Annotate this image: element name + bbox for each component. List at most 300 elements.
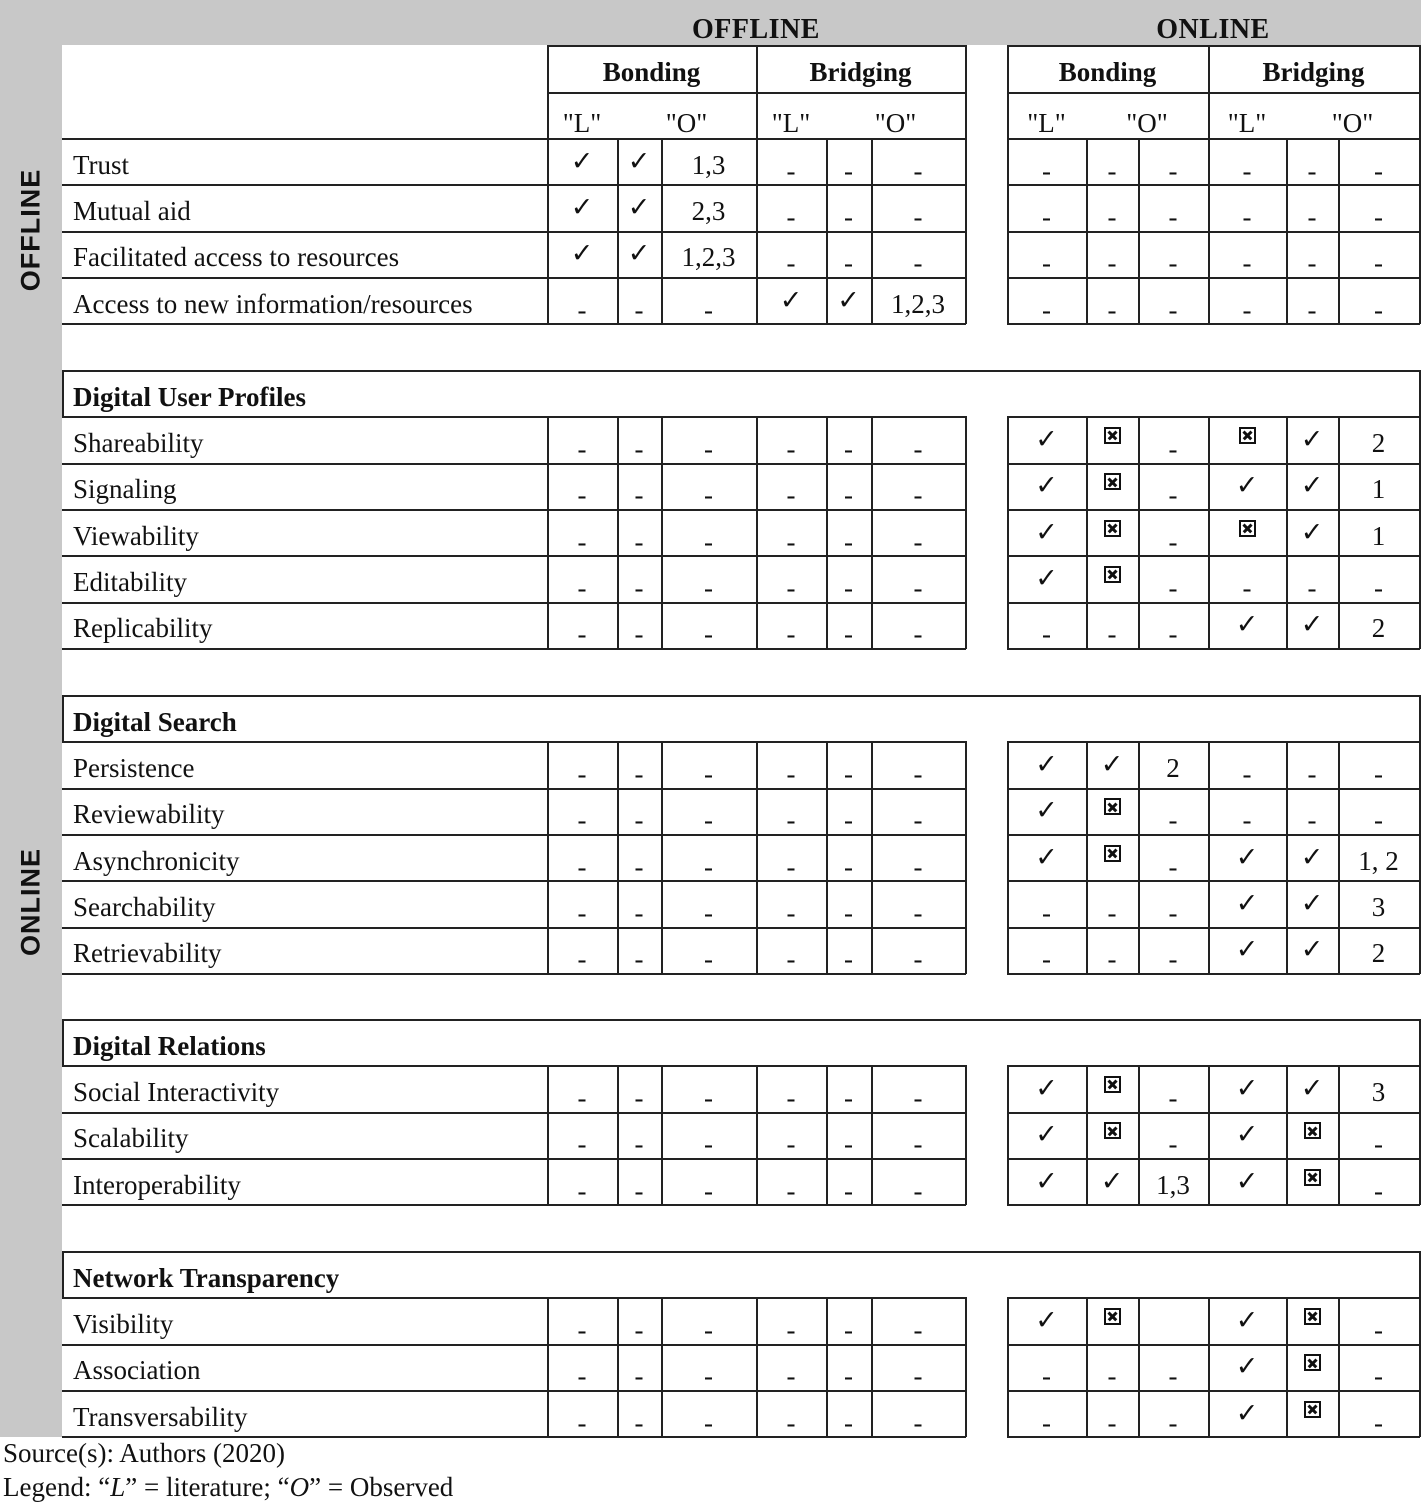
checkbox-cross-icon [1286, 1158, 1338, 1204]
table-cell: 1 [1371, 520, 1386, 551]
check-mark-icon: ✓ [1300, 470, 1324, 501]
cross-box-glyph [1104, 566, 1121, 583]
table-cell: - [577, 1314, 587, 1345]
table-cell: - [844, 480, 853, 511]
table-cell: - [844, 201, 853, 232]
col-header-o-2: "O" [1126, 107, 1168, 138]
table-cell: - [1107, 944, 1117, 975]
table-cell: - [704, 1175, 713, 1206]
grid-line [965, 1065, 967, 1205]
table-cell: - [1307, 248, 1317, 279]
source-note: Source(s): Authors (2020) [3, 1438, 285, 1468]
table-cell: - [1107, 248, 1117, 279]
table-cell: - [1242, 201, 1252, 232]
cross-box-glyph [1304, 1169, 1321, 1186]
table-cell: - [844, 1082, 853, 1113]
check-mark-icon: ✓ [1235, 934, 1259, 965]
table-cell: - [1168, 433, 1178, 464]
check-mark-icon: ✓ [1035, 1072, 1058, 1103]
section-title: Network Transparency [73, 1262, 340, 1293]
table-cell: 1,3 [691, 149, 726, 180]
table-cell: - [704, 851, 713, 882]
check-mark-icon: ✓ [1300, 423, 1324, 454]
table-cell: - [1168, 572, 1178, 603]
table-cell: - [844, 1314, 853, 1345]
table-cell: - [704, 1361, 713, 1392]
row-label: Interoperability [73, 1169, 241, 1200]
table-cell: - [704, 1314, 713, 1345]
table-cell: - [913, 201, 923, 232]
table-cell: - [913, 1407, 923, 1438]
check-mark-icon: ✓ [1300, 934, 1324, 965]
checkbox-cross-icon [1086, 1065, 1138, 1111]
table-cell: - [577, 294, 587, 325]
cross-box-glyph [1239, 520, 1256, 537]
table-cell: - [844, 1175, 853, 1206]
check-mark-icon: ✓ [1035, 841, 1058, 872]
check-mark-icon: ✓ [570, 145, 594, 176]
check-mark-icon: ✓ [1035, 795, 1058, 826]
row-label: Viewability [73, 520, 199, 551]
check-mark-icon: ✓ [1035, 516, 1058, 547]
check-mark-icon: ✓ [627, 191, 651, 222]
check-mark-icon: ✓ [1300, 516, 1324, 547]
table-cell: - [1374, 294, 1383, 325]
check-mark-icon: ✓ [1300, 609, 1324, 640]
side-label-online: ONLINE [15, 847, 46, 957]
group-header-online: ONLINE [1156, 14, 1270, 45]
table-cell: - [704, 294, 713, 325]
table-cell: 2 [1371, 427, 1386, 458]
table-cell: - [913, 619, 923, 650]
check-mark-icon: ✓ [1235, 1304, 1259, 1335]
col-header-l-3: "L" [1227, 107, 1267, 138]
table-cell: - [786, 1314, 796, 1345]
table-cell: - [1307, 805, 1317, 836]
table-cell: - [1168, 897, 1178, 928]
table-cell: - [913, 758, 923, 789]
cross-box-glyph [1104, 845, 1121, 862]
check-mark-icon: ✓ [1035, 562, 1058, 593]
table-cell: - [634, 294, 644, 325]
table-cell: - [704, 897, 713, 928]
check-mark-icon: ✓ [1035, 1119, 1058, 1150]
grid-line [965, 138, 967, 324]
table-cell: - [634, 851, 644, 882]
row-label: Replicability [73, 613, 213, 644]
cross-box-glyph [1304, 1308, 1321, 1325]
table-cell: - [913, 805, 923, 836]
table-cell: - [1042, 944, 1051, 975]
table-cell: - [1242, 805, 1252, 836]
table-cell: 2 [1166, 752, 1180, 783]
table-cell: - [634, 433, 644, 464]
cross-box-glyph [1304, 1122, 1321, 1139]
row-label: Retrievability [73, 938, 222, 969]
table-cell: - [913, 1314, 923, 1345]
table-cell: - [786, 805, 796, 836]
table-cell: - [577, 944, 587, 975]
table-cell: - [577, 526, 587, 557]
table-cell: - [577, 1407, 587, 1438]
table-cell: 3 [1371, 1076, 1386, 1107]
table-cell: - [577, 851, 587, 882]
table-cell: - [1307, 201, 1317, 232]
check-mark-icon: ✓ [1300, 887, 1324, 918]
table-cell: - [704, 526, 713, 557]
col-header-l-0: "L" [562, 107, 602, 138]
grid-line [965, 45, 967, 138]
table-cell: - [704, 1129, 713, 1160]
row-label: Access to new information/resources [73, 288, 473, 319]
table-cell: - [634, 619, 644, 650]
row-label: Persistence [73, 752, 195, 783]
table-cell: - [786, 897, 796, 928]
table-cell: - [844, 155, 853, 186]
row-label: Trust [73, 149, 130, 180]
table-cell: - [577, 433, 587, 464]
col-header-l-1: "L" [771, 107, 811, 138]
table-cell: - [1042, 1407, 1051, 1438]
table-cell: - [1307, 572, 1317, 603]
table-cell: - [844, 572, 853, 603]
online-bridging-header: Bridging [1262, 57, 1365, 87]
table-cell: - [1242, 155, 1252, 186]
table-cell: - [1107, 294, 1117, 325]
table-cell: - [913, 1082, 923, 1113]
section-title: Digital Search [73, 706, 237, 737]
check-mark-icon: ✓ [1235, 1119, 1259, 1150]
table-cell: 1,3 [1156, 1169, 1190, 1200]
table-cell: - [1168, 201, 1178, 232]
checkbox-cross-icon [1086, 555, 1138, 601]
table-cell: - [634, 897, 644, 928]
row-label: Asynchronicity [73, 845, 240, 876]
row-label: Association [73, 1355, 201, 1386]
table-cell: - [1242, 294, 1252, 325]
table-cell: - [577, 1082, 587, 1113]
table-cell: - [1107, 897, 1117, 928]
table-cell: - [1168, 248, 1178, 279]
table-cell: - [577, 1361, 587, 1392]
table-cell: - [786, 851, 796, 882]
table-cell: - [704, 572, 713, 603]
check-mark-icon: ✓ [570, 191, 594, 222]
table-cell: - [844, 851, 853, 882]
table-cell: - [913, 433, 923, 464]
table-cell: - [1042, 248, 1051, 279]
checkbox-cross-icon [1086, 463, 1138, 509]
check-mark-icon: ✓ [1100, 1165, 1124, 1196]
row-label: Mutual aid [73, 195, 191, 226]
table-cell: - [786, 1175, 796, 1206]
table-cell: - [786, 758, 796, 789]
cross-box-glyph [1239, 427, 1256, 444]
table-cell: - [913, 1175, 923, 1206]
table-cell: - [1168, 1082, 1178, 1113]
table-cell: - [913, 1361, 923, 1392]
table-cell: - [913, 248, 923, 279]
table-cell: - [913, 572, 923, 603]
table-cell: - [1107, 619, 1117, 650]
table-cell: - [913, 1129, 923, 1160]
row-label: Searchability [73, 891, 216, 922]
checkbox-cross-icon [1286, 1112, 1338, 1158]
table-cell: - [1168, 1129, 1178, 1160]
table-cell: 1 [1371, 474, 1386, 505]
table-cell: - [1042, 619, 1051, 650]
checkbox-cross-icon [1208, 416, 1286, 462]
check-mark-icon: ✓ [1235, 1072, 1259, 1103]
checkbox-cross-icon [1086, 509, 1138, 555]
col-header-o-0: "O" [665, 107, 708, 138]
table-cell: - [1374, 1407, 1383, 1438]
table-cell: - [1168, 805, 1178, 836]
table-cell: - [844, 1129, 853, 1160]
table-cell: - [786, 480, 796, 511]
row-label: Reviewability [73, 799, 225, 830]
table-cell: - [1374, 201, 1383, 232]
table-cell: - [786, 1407, 796, 1438]
cross-box-glyph [1304, 1354, 1321, 1371]
table-cell: - [786, 572, 796, 603]
table-cell: - [786, 433, 796, 464]
table-cell [1138, 1297, 1208, 1347]
table-cell: - [1107, 155, 1117, 186]
table-cell: - [786, 1361, 796, 1392]
table-cell: - [913, 851, 923, 882]
checkbox-cross-icon [1086, 788, 1138, 834]
table-cell: - [1242, 572, 1252, 603]
table-cell: - [1107, 1407, 1117, 1438]
table-cell: - [913, 897, 923, 928]
table-cell: - [1374, 1314, 1383, 1345]
table-cell: - [1042, 1361, 1051, 1392]
table-cell: - [1374, 1175, 1383, 1206]
table-cell: 1, 2 [1358, 845, 1399, 876]
table-cell: - [1374, 155, 1383, 186]
table-cell: - [1242, 758, 1252, 789]
table-cell: - [1042, 897, 1051, 928]
table-cell: - [634, 1175, 644, 1206]
table-cell: - [704, 758, 713, 789]
check-mark-icon: ✓ [837, 284, 860, 315]
table-cell: 2 [1371, 938, 1386, 969]
table-cell: 3 [1371, 891, 1386, 922]
row-label: Transversability [73, 1401, 248, 1432]
row-label: Facilitated access to resources [73, 242, 400, 273]
table-cell: - [634, 1407, 644, 1438]
cross-box-glyph [1104, 1076, 1121, 1093]
table-cell: - [577, 1129, 587, 1160]
table-cell: - [844, 897, 853, 928]
table-cell: - [1168, 294, 1178, 325]
check-mark-icon: ✓ [627, 238, 651, 269]
table-cell: - [913, 526, 923, 557]
table-cell: 1,2,3 [891, 288, 945, 319]
check-mark-icon: ✓ [1035, 748, 1058, 779]
table-cell: - [786, 526, 796, 557]
section-title: Digital User Profiles [73, 381, 306, 412]
table-cell: - [704, 433, 713, 464]
table-cell: - [786, 155, 796, 186]
check-mark-icon: ✓ [627, 145, 651, 176]
check-mark-icon: ✓ [1035, 423, 1058, 454]
table-cell: - [786, 248, 796, 279]
table-cell: - [786, 1082, 796, 1113]
offline-bridging-header: Bridging [809, 57, 912, 87]
row-label: Editability [73, 566, 187, 597]
table-cell: - [1307, 758, 1317, 789]
checkbox-cross-icon [1086, 1112, 1138, 1158]
table-cell: - [1374, 248, 1383, 279]
table-cell: - [1168, 1361, 1178, 1392]
cross-box-glyph [1304, 1401, 1321, 1418]
table-cell: - [634, 572, 644, 603]
table-cell: - [634, 1314, 644, 1345]
table-cell: - [1168, 851, 1178, 882]
table-cell: - [634, 1129, 644, 1160]
table-cell: - [913, 480, 923, 511]
grid-line [965, 416, 967, 649]
table-cell: - [577, 758, 587, 789]
table-cell: - [1168, 944, 1178, 975]
row-label: Scalability [73, 1123, 189, 1154]
table-cell: 2 [1371, 613, 1386, 644]
table-cell: - [704, 944, 713, 975]
table-cell: - [913, 944, 923, 975]
table-cell: 2,3 [691, 195, 726, 226]
group-header-offline: OFFLINE [692, 14, 820, 45]
table-cell: - [704, 480, 713, 511]
table-cell: - [1042, 201, 1051, 232]
checkbox-cross-icon [1286, 1344, 1338, 1390]
table-cell: - [634, 526, 644, 557]
table-cell: - [844, 526, 853, 557]
cross-box-glyph [1104, 1308, 1121, 1325]
table-cell: - [577, 1175, 587, 1206]
table-cell: - [634, 1361, 644, 1392]
table-cell: - [786, 201, 796, 232]
table-cell: - [786, 1129, 796, 1160]
row-label: Shareability [73, 427, 204, 458]
table-cell: - [844, 433, 853, 464]
table-cell: - [704, 805, 713, 836]
table-cell: - [844, 248, 853, 279]
row-label: Visibility [73, 1308, 174, 1339]
check-mark-icon: ✓ [1100, 748, 1124, 779]
table-cell: - [634, 758, 644, 789]
table-cell: - [786, 944, 796, 975]
table-cell: - [1374, 758, 1383, 789]
cross-box-glyph [1104, 427, 1121, 444]
table-cell: - [1107, 1361, 1117, 1392]
check-mark-icon: ✓ [1235, 1351, 1259, 1382]
table-cell: 1,2,3 [681, 242, 736, 273]
table-cell: - [1107, 201, 1117, 232]
check-mark-icon: ✓ [779, 284, 803, 315]
table-cell: - [634, 805, 644, 836]
table-cell: - [1168, 480, 1178, 511]
check-mark-icon: ✓ [1035, 470, 1058, 501]
table-cell: - [844, 805, 853, 836]
table-cell: - [1307, 294, 1317, 325]
cross-box-glyph [1104, 520, 1121, 537]
table-cell: - [844, 1407, 853, 1438]
table-cell: - [1042, 155, 1051, 186]
checkbox-cross-icon [1086, 416, 1138, 462]
check-mark-icon: ✓ [1035, 1304, 1058, 1335]
table-cell: - [844, 619, 853, 650]
checkbox-cross-icon [1286, 1297, 1338, 1343]
table-cell: - [844, 758, 853, 789]
table-cell: - [1374, 1129, 1383, 1160]
table-cell: - [634, 480, 644, 511]
check-mark-icon: ✓ [1300, 1072, 1324, 1103]
table-cell: - [704, 1082, 713, 1113]
table-cell: - [1374, 805, 1383, 836]
table-cell: - [1307, 155, 1317, 186]
checkbox-cross-icon [1086, 1297, 1138, 1343]
checkbox-cross-icon [1286, 1390, 1338, 1436]
table-cell: - [1042, 294, 1051, 325]
col-header-o-3: "O" [1331, 107, 1374, 138]
cross-box-glyph [1104, 798, 1121, 815]
check-mark-icon: ✓ [1235, 1165, 1259, 1196]
check-mark-icon: ✓ [1300, 841, 1324, 872]
table-cell: - [913, 155, 923, 186]
cross-box-glyph [1104, 473, 1121, 490]
checkbox-cross-icon [1086, 834, 1138, 880]
check-mark-icon: ✓ [1235, 887, 1259, 918]
table-cell: - [577, 480, 587, 511]
check-mark-icon: ✓ [1235, 470, 1259, 501]
table-cell: - [634, 1082, 644, 1113]
table-cell: - [1168, 155, 1178, 186]
side-label-offline: OFFLINE [15, 168, 46, 292]
table-cell: - [634, 944, 644, 975]
section-title: Digital Relations [73, 1030, 266, 1061]
table-cell: - [786, 619, 796, 650]
col-header-l-2: "L" [1027, 107, 1066, 138]
check-mark-icon: ✓ [1035, 1165, 1058, 1196]
table-cell: - [1374, 572, 1383, 603]
table-cell: - [1168, 526, 1178, 557]
table-cell: - [844, 944, 853, 975]
offline-bonding-header: Bonding [602, 57, 701, 87]
check-mark-icon: ✓ [1235, 1397, 1259, 1428]
table-cell: - [1242, 248, 1252, 279]
check-mark-icon: ✓ [570, 238, 594, 269]
table-cell: - [577, 572, 587, 603]
table-cell: - [577, 805, 587, 836]
check-mark-icon: ✓ [1235, 841, 1259, 872]
table-cell: - [577, 619, 587, 650]
grid-line [965, 741, 967, 974]
table-cell: - [577, 897, 587, 928]
table-cell: - [1168, 619, 1178, 650]
table-cell: - [1168, 1407, 1178, 1438]
grid-line [965, 1297, 967, 1437]
cross-box-glyph [1104, 1122, 1121, 1139]
online-bonding-header: Bonding [1058, 57, 1157, 87]
check-mark-icon: ✓ [1235, 609, 1259, 640]
table-cell: - [1374, 1361, 1383, 1392]
table-cell: - [704, 619, 713, 650]
checkbox-cross-icon [1208, 509, 1286, 555]
table-cell: - [704, 1407, 713, 1438]
col-header-o-1: "O" [874, 107, 917, 138]
